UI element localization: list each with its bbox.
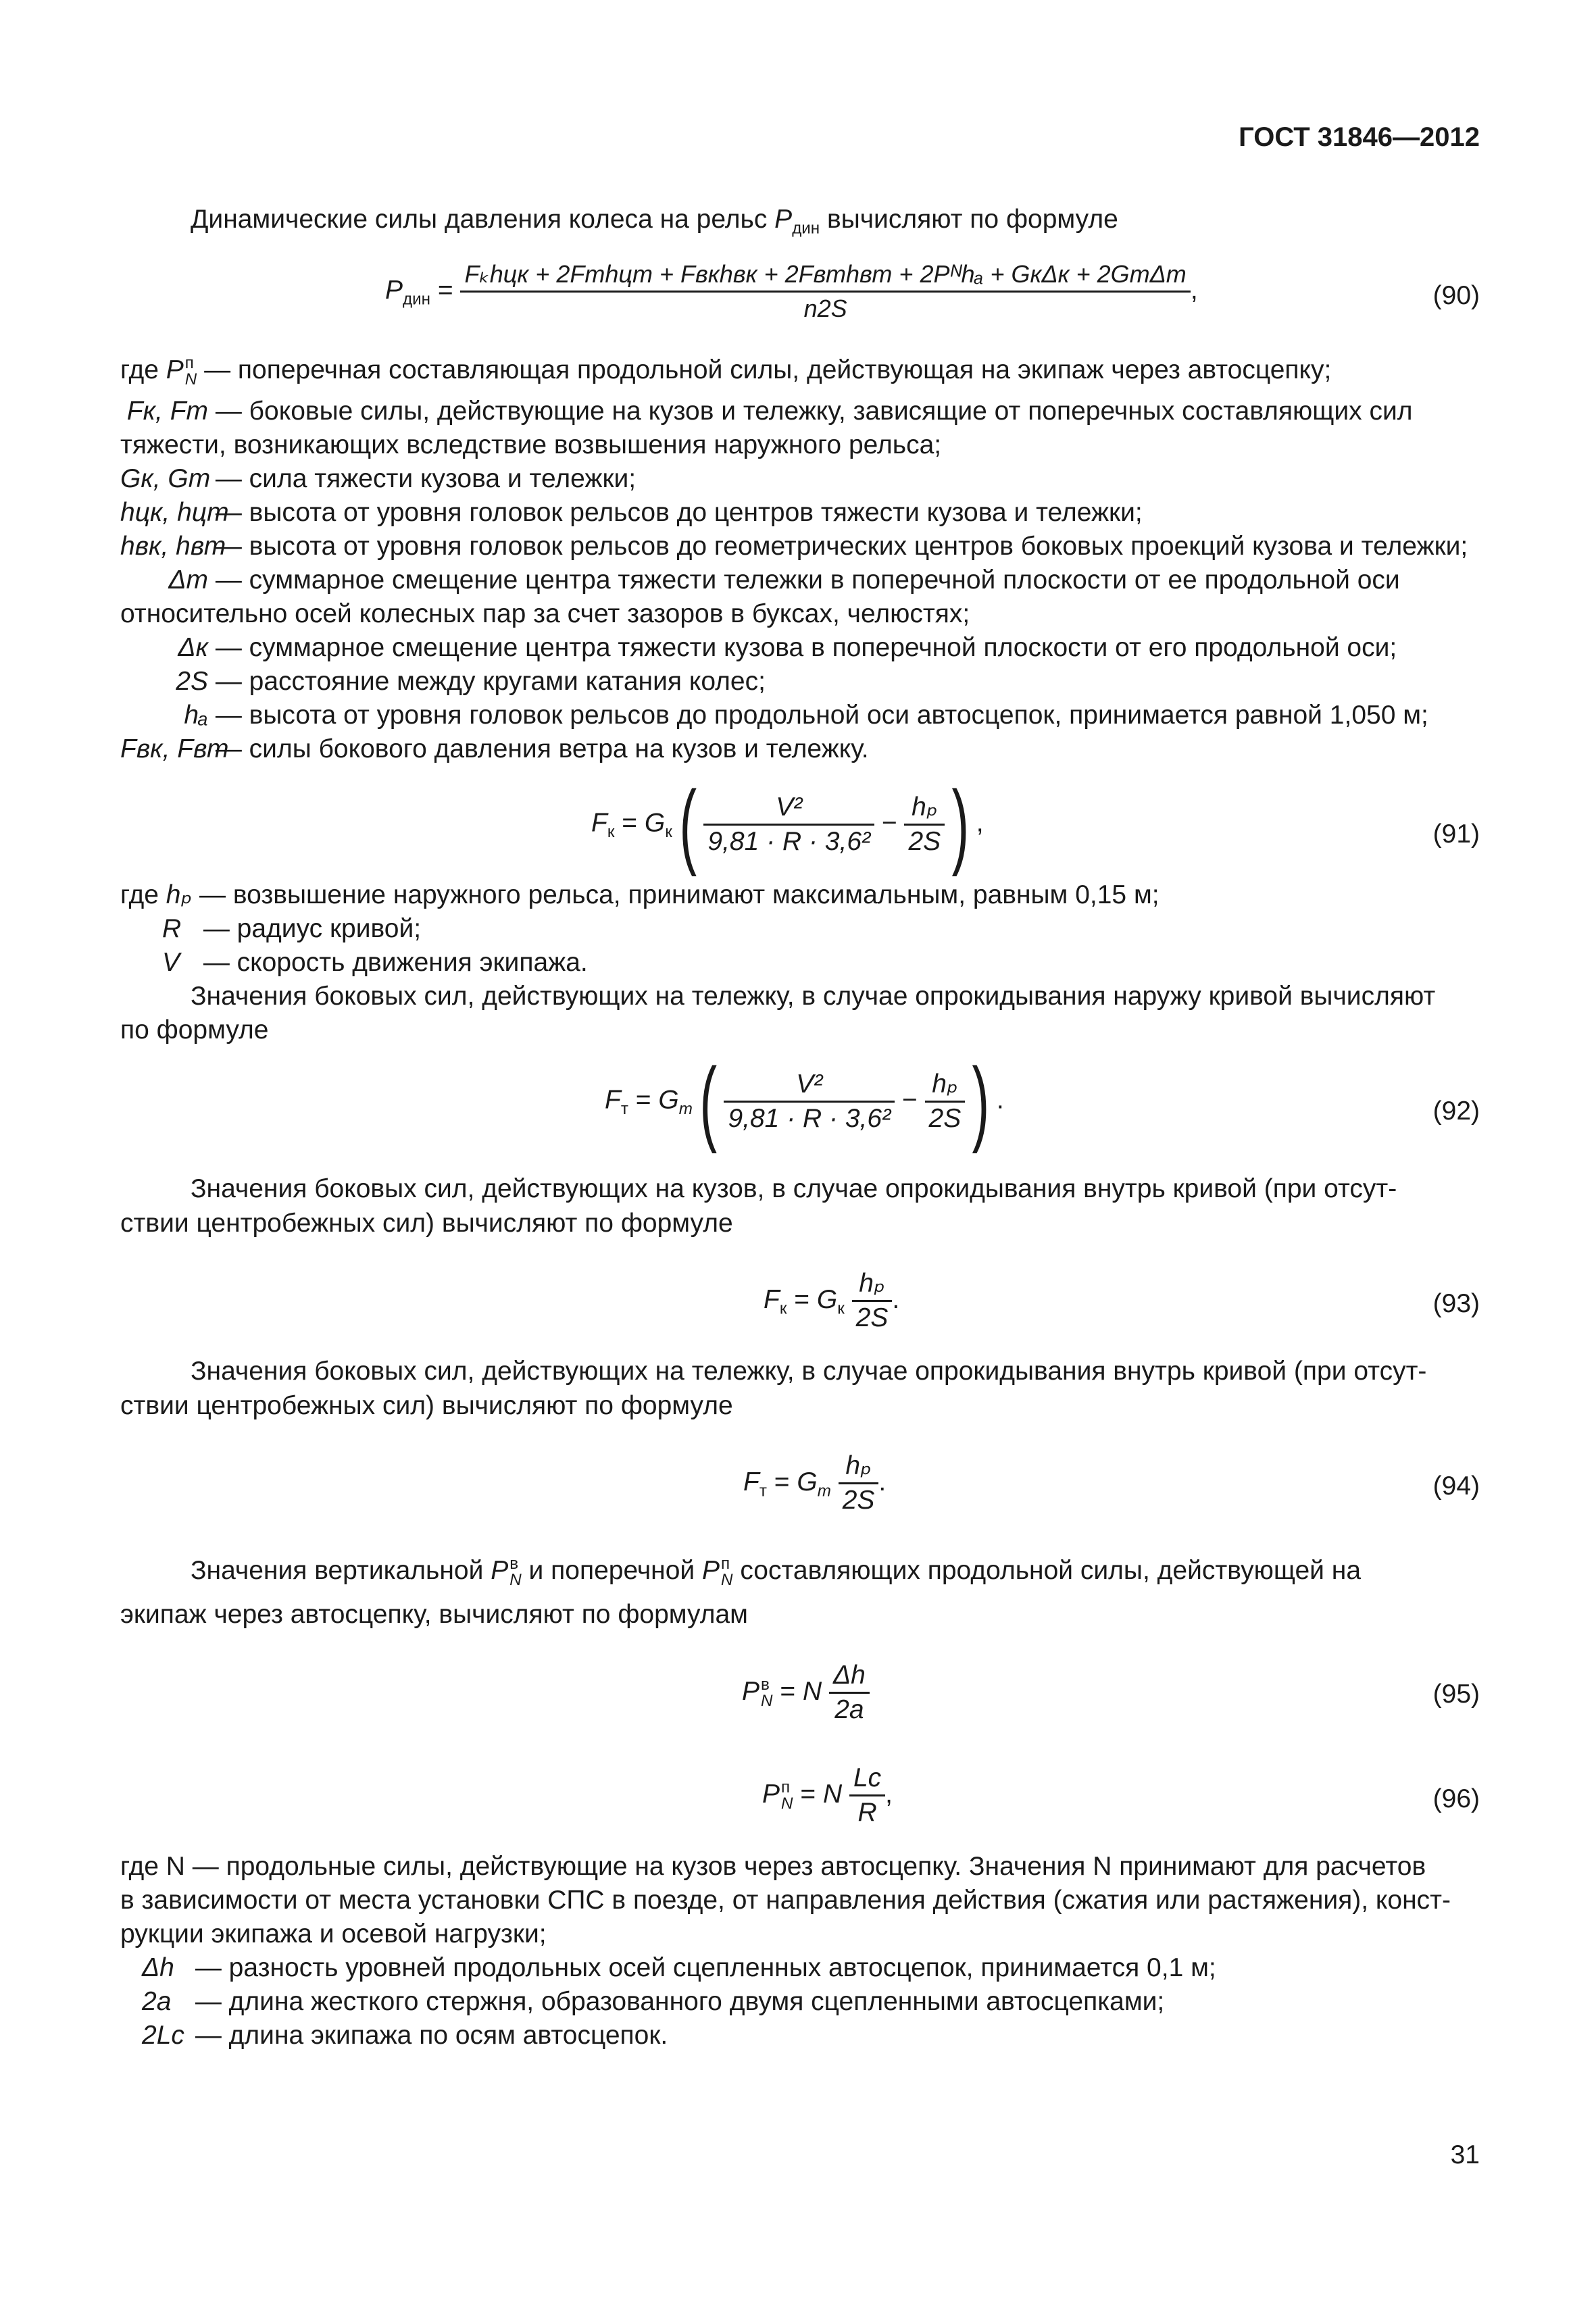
para-92-line1: Значения боковых сил, действующих на тележку, в случае опрокидывания наружу кривой вычисляют bbox=[191, 982, 1436, 1011]
def-96-item-0: Δh — разность уровней продольных осей сцепленных автосцепок, принимается 0,1 м; bbox=[142, 1953, 1216, 1982]
para-93-line2: ствии центробежных сил) вычисляют по формуле bbox=[120, 1209, 733, 1238]
def-90-11: Fвк, Fвт — силы бокового давления ветра на кузов и тележку. bbox=[120, 734, 869, 763]
intro-90: Динамические силы давления колеса на рельс $P_{дин}$ вычисляют по формуле bbox=[191, 205, 1118, 238]
eq90-number: (90) bbox=[1432, 281, 1480, 310]
def-96-line3: рукции экипажа и осевой нагрузки; bbox=[120, 1919, 547, 1948]
def-90-3: Gк, Gт — сила тяжести кузова и тележки; bbox=[120, 464, 637, 493]
def-90-0: где P п N — поперечная составляющая продольной силы, действующая на экипаж через автосцепку; bbox=[120, 353, 1332, 388]
para-92-line2: по формуле bbox=[120, 1015, 269, 1045]
eq96-number: (96) bbox=[1432, 1784, 1480, 1813]
para-93-line1: Значения боковых сил, действующих на кузов, в случае опрокидывания внутрь кривой (при отсут- bbox=[191, 1174, 1397, 1203]
def-90-5: hвк, hвт — высота от уровня головок рельсов до геометрических центров боковых проекций кузова и тележки; bbox=[120, 532, 1468, 561]
equation-96: P п N = N $\frac{Lс}{R}$ , bbox=[762, 1763, 893, 1827]
def-96-item-1: 2a — длина жесткого стержня, образованного двумя сцепленными автосцепками; bbox=[142, 1987, 1165, 2016]
def-90-8: Δк — суммарное смещение центра тяжести кузова в поперечной плоскости от его продольной оси; bbox=[178, 633, 1397, 662]
left-paren: ( bbox=[679, 771, 697, 877]
para-95-line1: Значения вертикальной P в N и поперечной P п N составляющих продольной силы, действующей на bbox=[191, 1554, 1362, 1589]
eq93-number: (93) bbox=[1432, 1289, 1480, 1318]
def-90-6: Δт — суммарное смещение центра тяжести тележки в поперечной плоскости от ее продольной оси bbox=[168, 565, 1400, 595]
equation-94: $F_т = G_m$ $\frac{\text{hₚ}}{2S}$ . bbox=[743, 1451, 887, 1515]
doc-code: ГОСТ 31846—2012 bbox=[1239, 122, 1480, 152]
left-paren: ( bbox=[699, 1048, 717, 1154]
page-number: 31 bbox=[1450, 2140, 1480, 2169]
para-94-line1: Значения боковых сил, действующих на тележку, в случае опрокидывания внутрь кривой (при отсут- bbox=[191, 1357, 1427, 1386]
right-paren: ) bbox=[972, 1048, 990, 1154]
eq91-number: (91) bbox=[1432, 820, 1480, 849]
def-91-0: где hₚ — возвышение наружного рельса, принимают максимальным, равным 0,15 м; bbox=[120, 880, 1159, 909]
def-90-4: hцк, hцт — высота от уровня головок рельсов до центров тяжести кузова и тележки; bbox=[120, 498, 1143, 527]
def-90-7: относительно осей колесных пар за счет зазоров в буксах, челюстях; bbox=[120, 599, 970, 628]
eq95-number: (95) bbox=[1432, 1680, 1480, 1709]
def-90-10: hₐ — высота от уровня головок рельсов до продольной оси автосцепок, принимается равной 1,050 м; bbox=[184, 701, 1428, 730]
para-94-line2: ствии центробежных сил) вычисляют по формуле bbox=[120, 1391, 733, 1420]
eq94-number: (94) bbox=[1432, 1472, 1480, 1501]
def-91-1: R — радиус кривой; bbox=[162, 914, 422, 943]
eq92-number: (92) bbox=[1432, 1097, 1480, 1126]
equation-93: $F_к = G_к$ $\frac{\text{hₚ}}{2S}$ . bbox=[764, 1269, 900, 1332]
equation-95: P в N = N $\frac{\Delta h}{2a}$ bbox=[742, 1659, 870, 1726]
def-96-line1: где N — продольные силы, действующие на кузов через автосцепку. Значения N принимают для расчетов bbox=[120, 1852, 1426, 1881]
right-paren: ) bbox=[951, 771, 970, 877]
def-90-9: 2S — расстояние между кругами катания колес; bbox=[176, 667, 766, 696]
def-96-item-2: 2Lс — длина экипажа по осям автосцепок. bbox=[142, 2021, 668, 2050]
equation-90: $P_{дин}$ = $\frac{\text{Fₖhцк + 2Fтhцт + Fвкhвк + 2Fвтhвт + 2Pᴺhₐ + GкΔк + 2GтΔт}}{n2S}$ , bbox=[385, 258, 1198, 325]
para-95-line2: экипаж через автосцепку, вычисляют по формулам bbox=[120, 1600, 748, 1629]
def-90-2: тяжести, возникающих вследствие возвышения наружного рельса; bbox=[120, 430, 942, 459]
eq90-fraction: $\frac{\text{Fₖhцк + 2Fтhцт + Fвкhвк + 2Fвтhвт + 2Pᴺhₐ + GкΔк + 2GтΔт}}{n2S}$ bbox=[460, 258, 1190, 325]
equation-92: $F_т = G_m$( $\frac{\text{V²}}{\text{9,81 · R · 3,6²}}$ − $\frac{\text{hₚ}}{2S}$ ) . bbox=[605, 1048, 1004, 1154]
def-96-line2: в зависимости от места установки СПС в поезде, от направления действия (сжатия или растяжения), конст- bbox=[120, 1886, 1451, 1915]
def-91-2: V — скорость движения экипажа. bbox=[162, 948, 588, 977]
equation-91: $F_к = G_к$( $\frac{\text{V²}}{\text{9,81 · R · 3,6²}}$ − $\frac{\text{hₚ}}{2S}$ ) , bbox=[591, 771, 984, 877]
def-90-1: Fк, Fт — боковые силы, действующие на кузов и тележку, зависящие от поперечных составляющих сил bbox=[126, 397, 1413, 426]
